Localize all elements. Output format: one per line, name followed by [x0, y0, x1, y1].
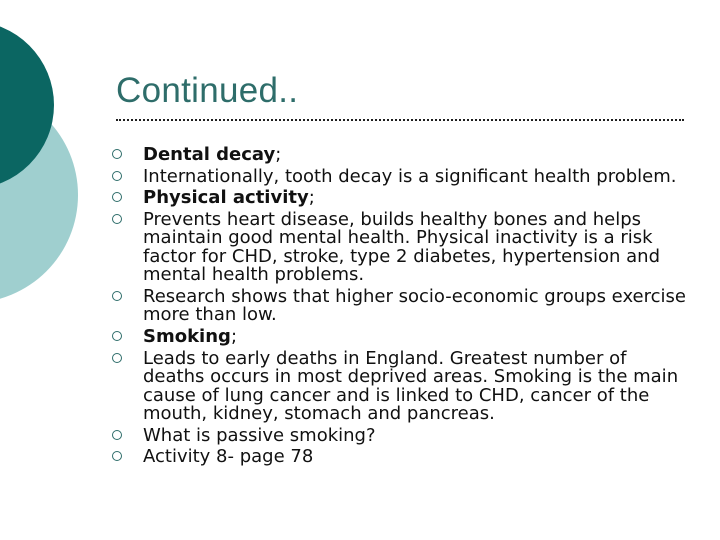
bullet-text: Leads to early deaths in England. Greatest number of deaths occurs in most deprived areas. Smoking is the main cause of lung cancer and is linked to CHD, cancer of the mouth, kidney, stomach and pancreas. — [143, 347, 679, 425]
hollow-circle-bullet-icon — [112, 291, 122, 301]
bullet-item — [112, 448, 692, 467]
bullet-item — [112, 424, 692, 446]
bullet-bold-text: Smoking — [143, 325, 231, 347]
bullet-item — [112, 347, 692, 425]
decorative-circles — [0, 0, 120, 300]
bullet-text: ; — [230, 325, 238, 347]
bullet-bold-text: Dental decay — [143, 144, 276, 165]
title-divider — [116, 119, 684, 121]
bullet-item — [112, 325, 692, 347]
bullet-text: Prevents heart disease, builds healthy bones and helps maintain good mental health. Physical inactivity is a risk factor for CHD, stroke, type 2 diabetes, hypertension and mental health problems. — [143, 208, 660, 286]
bullet-text: Internationally, tooth decay is a significant health problem. — [143, 165, 677, 187]
bullet-text: Research shows that higher socio-economic groups exercise more than low. — [143, 285, 686, 326]
hollow-circle-bullet-icon — [112, 149, 122, 159]
bullet-item — [112, 189, 692, 208]
hollow-circle-bullet-icon — [112, 214, 122, 224]
bullet-bold-text: Physical activity — [143, 187, 309, 209]
hollow-circle-bullet-icon — [112, 430, 122, 440]
hollow-circle-bullet-icon — [112, 171, 122, 181]
hollow-circle-bullet-icon — [112, 451, 122, 461]
bullet-item — [112, 165, 692, 187]
bullet-item — [112, 208, 692, 286]
bullet-item — [112, 146, 692, 165]
hollow-circle-bullet-icon — [112, 353, 122, 363]
bullet-text: Activity 8- page 78 — [143, 446, 314, 468]
bullet-text: What is passive smoking? — [143, 424, 376, 446]
bullet-item — [112, 285, 692, 326]
hollow-circle-bullet-icon — [112, 192, 122, 202]
bullet-text: ; — [308, 187, 315, 209]
slide-title: Continued.. — [116, 71, 299, 110]
hollow-circle-bullet-icon — [112, 331, 122, 341]
bullet-list — [112, 146, 692, 470]
bullet-text: ; — [275, 144, 282, 165]
